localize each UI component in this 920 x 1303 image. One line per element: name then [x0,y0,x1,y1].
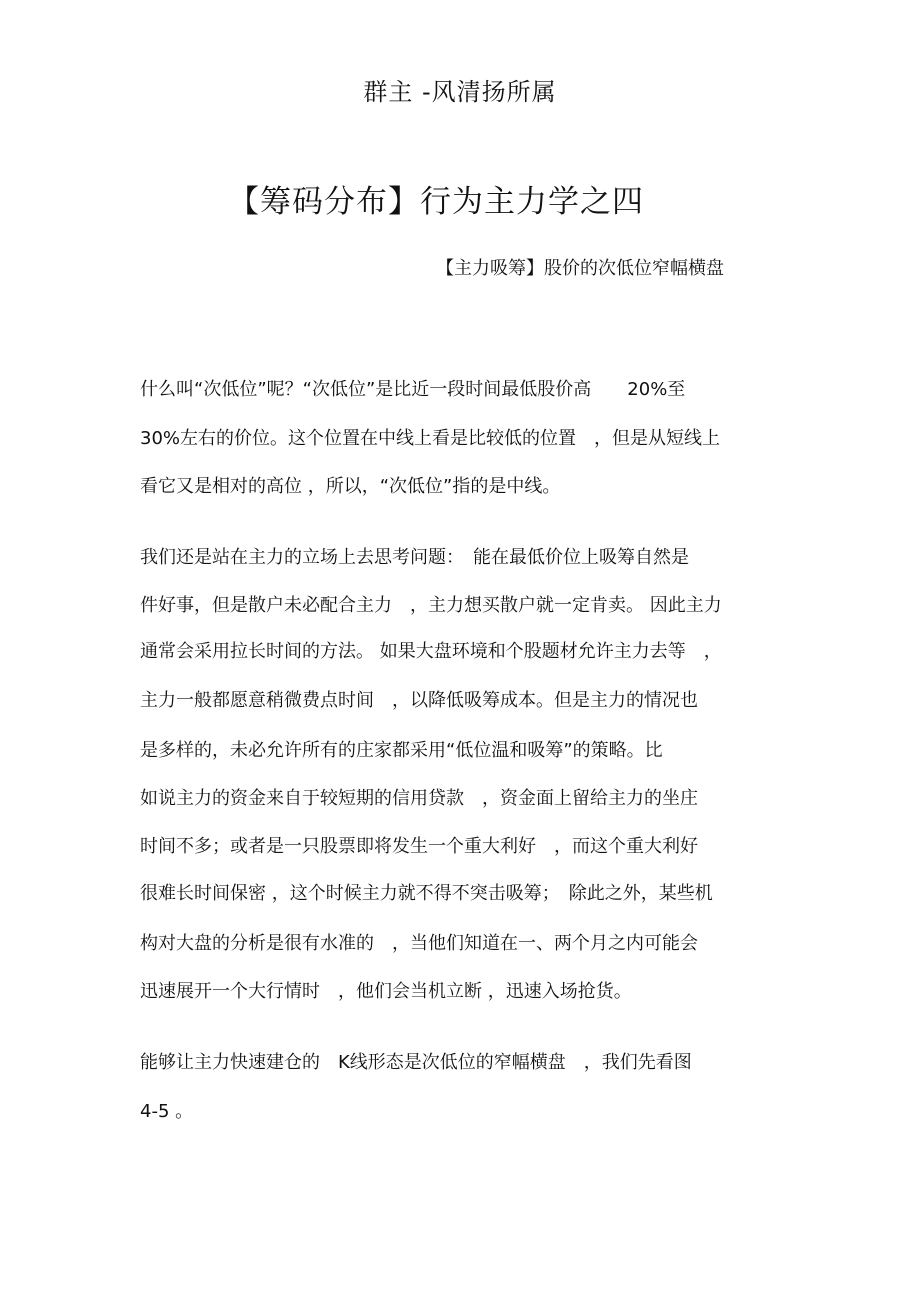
paragraph-1-line-3: 看它又是相对的高位 ，所以，“次低位”指的是中线。 [140,476,561,497]
paragraph-3-line-2: 4-5 。 [140,1101,194,1122]
paragraph-2-line-7: 时间不多；或者是一只股票即将发生一个重大利好 ，而这个重大利好 [140,836,698,857]
paragraph-2-line-10: 迅速展开一个大行情时 ，他们会当机立断 ，迅速入场抢货。 [140,981,632,1002]
paragraph-2-line-4: 主力一般都愿意稍微费点时间 ，以降低吸筹成本。但是主力的情况也 [140,690,698,711]
document-title: 【筹码分布】行为主力学之四 [228,184,644,220]
paragraph-1-line-1: 什么叫“次低位”呢？“次低位”是比近一段时间最低股价高 20%至 [140,379,686,400]
document-subtitle: 【主力吸筹】股价的次低位窄幅横盘 [436,258,724,279]
paragraph-1-line-2: 30%左右的价位。这个位置在中线上看是比较低的位置 ，但是从短线上 [140,428,721,449]
paragraph-3-line-1: 能够让主力快速建仓的 K线形态是次低位的窄幅横盘 ，我们先看图 [140,1052,692,1073]
document-header: 群主 -风清扬所属 [363,78,557,106]
paragraph-2-line-6: 如说主力的资金来自于较短期的信用贷款 ，资金面上留给主力的坐庄 [140,788,698,809]
paragraph-2-line-5: 是多样的，未必允许所有的庄家都采用“低位温和吸筹”的策略。比 [140,740,663,761]
paragraph-2-line-9: 构对大盘的分析是很有水准的 ，当他们知道在一、两个月之内可能会 [140,933,698,954]
paragraph-2-line-8: 很难长时间保密 ，这个时候主力就不得不突击吸筹； 除此之外，某些机 [140,883,713,904]
paragraph-2-line-2: 件好事，但是散户未必配合主力 ，主力想买散户就一定肯卖。 因此主力 [140,595,722,616]
paragraph-2-line-1: 我们还是站在主力的立场上去思考问题： 能在最低价位上吸筹自然是 [140,547,689,568]
paragraph-2-line-3: 通常会采用拉长时间的方法。 如果大盘环境和个股题材允许主力去等 ， [140,641,722,662]
